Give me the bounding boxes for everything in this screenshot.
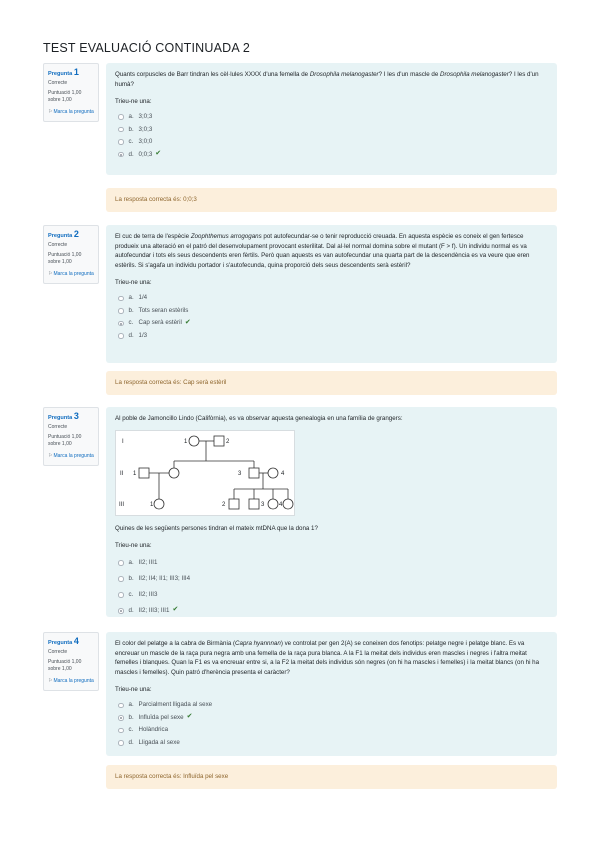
radio-icon[interactable] [118, 139, 124, 145]
question-grade: Puntuació 1,00 sobre 1,00 [48, 434, 82, 448]
male-symbol [229, 499, 239, 509]
male-symbol [214, 436, 224, 446]
question-text: El color del pelatge a la cabra de Birmània (Capra hyannnan) ve controlat per gen 2(A) se coneixen dos fenotips: pelatge negre i pelatge blanc. Es va encreuar un mascle de la raça pura negra amb una femella de la raça pura blanca. A la F1 la meitat dels individus eren mascles i negres i l'altra meitat femelles i blanques. Quan la F1 es va encreuar entre si, a la F2 la meitat dels individus són negres (on hi ha mascles i femelles) i la meitat blancs (on hi ha mascles i femelles). Quin patró d'herència presenta el caràcter? [115, 640, 540, 676]
question-info [43, 225, 99, 284]
male-symbol [139, 468, 149, 478]
question-text: Quants corpuscles de Barr tindran les cèl·lules XXXX d'una femella de Drosophila melanogaster? I les d'un mascle de Drosophila melanogaster? I les d'un humà? [115, 71, 539, 88]
generation-label: I [122, 438, 124, 445]
individual-label: 3 [261, 501, 265, 508]
radio-icon[interactable] [118, 321, 124, 327]
question-number: Pregunta 4 [48, 636, 79, 646]
radio-icon[interactable] [118, 703, 124, 709]
question-text-after: Quines de les següents persones tindran el mateix mtDNA que la dona 1? [115, 524, 318, 532]
radio-icon[interactable] [118, 576, 124, 582]
answer-option-b[interactable]: b. II2; II4; II1; III3; III4 [115, 571, 548, 587]
radio-icon[interactable] [118, 127, 124, 133]
question-content [106, 225, 557, 363]
answer-option-c[interactable]: c. Cap serà estèril ✔ [115, 317, 548, 330]
male-symbol [249, 468, 259, 478]
female-symbol [154, 499, 164, 509]
question-content [106, 407, 557, 617]
question-number: Pregunta 2 [48, 229, 79, 239]
flag-icon: ⚐ [48, 452, 53, 459]
answer-option-d[interactable]: d. 0;0;3 ✔ [115, 148, 548, 161]
question-text: Al poble de Jamoncillo Lindo (Califòrnia), es va observar aquesta genealogia en una família de grangers: [115, 415, 403, 422]
flag-icon: ⚐ [48, 270, 53, 277]
question-number: Pregunta 3 [48, 411, 79, 421]
check-icon: ✔ [186, 713, 193, 721]
question-info [43, 63, 99, 122]
correct-answer-feedback: La resposta correcta és: Cap serà estèril [106, 371, 557, 395]
radio-icon[interactable] [118, 740, 124, 746]
question-info [43, 632, 99, 691]
answer-prompt: Trieu-ne una: [115, 542, 152, 550]
individual-label: 4 [281, 470, 285, 477]
answer-list [115, 555, 548, 619]
radio-icon[interactable] [118, 728, 124, 734]
radio-icon[interactable] [118, 333, 124, 339]
answer-prompt: Trieu-ne una: [115, 279, 152, 287]
answer-prompt: Trieu-ne una: [115, 98, 152, 106]
flag-icon: ⚐ [48, 677, 53, 684]
female-symbol [268, 468, 278, 478]
question-text: El cuc de terra de l'espècie Zoophthemus arrogogans pot autofecundar-se o tenir reproducció creuada. En aquesta espècie es coneix el gen fertesce produeix una alteració en el patró del desenvolupament provocant esterilitat. Dal al·lel normal domina sobre el mutant (F > f). Un individu normal es va autofecundar i tots els seus descendents eren fèrtils. Però quan aquests es van autofecundar una quarta part de la descendència es va veure que eren estèrils. Si s'agafa un individu portador i s'autofecunda, quina proporció dels seus descendents serà estèril? [115, 233, 530, 269]
answer-option-d[interactable]: d. 1/3 [115, 330, 548, 343]
correct-answer-feedback: La resposta correcta és: Influïda pel sexe [106, 765, 557, 789]
question-number: Pregunta 1 [48, 67, 79, 77]
correct-answer-feedback: La resposta correcta és: 0;0;3 [106, 188, 557, 212]
answer-prompt: Trieu-ne una: [115, 686, 152, 694]
generation-label: III [119, 501, 125, 508]
individual-label: 1 [184, 438, 188, 445]
flag-icon: ⚐ [48, 108, 53, 115]
male-symbol [249, 499, 259, 509]
answer-option-a[interactable]: a. 1/4 [115, 292, 548, 305]
answer-option-a[interactable]: a. 3;0;3 [115, 111, 548, 124]
question-content [106, 632, 557, 756]
female-symbol [169, 468, 179, 478]
individual-label: 1 [150, 501, 154, 508]
check-icon: ✔ [184, 318, 191, 326]
radio-icon[interactable] [118, 152, 124, 158]
pedigree-diagram [115, 430, 295, 516]
flag-question-link[interactable]: ⚐Marca la pregunta [48, 677, 94, 684]
check-icon: ✔ [172, 606, 179, 614]
individual-label: 1 [133, 470, 137, 477]
radio-icon[interactable] [118, 296, 124, 302]
flag-question-link[interactable]: ⚐Marca la pregunta [48, 452, 94, 459]
radio-icon[interactable] [118, 592, 124, 598]
question-content [106, 63, 557, 175]
answer-option-b[interactable]: b. Influïda pel sexe ✔ [115, 712, 548, 725]
question-grade: Puntuació 1,00 sobre 1,00 [48, 252, 82, 266]
question-state: Correcte [48, 242, 68, 248]
answer-list [115, 699, 548, 749]
answer-option-a[interactable]: a. Parcialment lligada al sexe [115, 699, 548, 712]
radio-icon[interactable] [118, 560, 124, 566]
answer-option-d[interactable]: d. II2; III3; III1 ✔ [115, 603, 548, 619]
answer-option-d[interactable]: d. Lligada al sexe [115, 737, 548, 750]
question-state: Correcte [48, 649, 68, 655]
female-symbol [189, 436, 199, 446]
radio-icon[interactable] [118, 608, 124, 614]
question-info [43, 407, 99, 466]
individual-label: 2 [226, 438, 230, 445]
answer-option-b[interactable]: b. 3;0;3 [115, 123, 548, 136]
female-symbol [268, 499, 278, 509]
generation-label: II [120, 470, 124, 477]
answer-option-c[interactable]: c. 3;0;0 [115, 136, 548, 149]
answer-option-b[interactable]: b. Tots seran estèrils [115, 305, 548, 318]
radio-icon[interactable] [118, 308, 124, 314]
flag-question-link[interactable]: ⚐Marca la pregunta [48, 108, 94, 115]
question-state: Correcte [48, 424, 68, 430]
individual-label: 2 [222, 501, 226, 508]
answer-option-c[interactable]: c. Holàndrica [115, 724, 548, 737]
answer-option-c[interactable]: c. II2; III3 [115, 587, 548, 603]
check-icon: ✔ [155, 150, 162, 158]
individual-label: 4 [279, 501, 283, 508]
answer-option-a[interactable]: a. II2; III1 [115, 555, 548, 571]
answer-list [115, 292, 548, 342]
radio-icon[interactable] [118, 114, 124, 120]
question-grade: Puntuació 1,00 sobre 1,00 [48, 90, 82, 104]
answer-list [115, 111, 548, 161]
radio-icon[interactable] [118, 715, 124, 721]
female-symbol [283, 499, 293, 509]
page-title: TEST EVALUACIÓ CONTINUADA 2 [43, 41, 251, 55]
flag-question-link[interactable]: ⚐Marca la pregunta [48, 270, 94, 277]
individual-label: 3 [238, 470, 242, 477]
question-grade: Puntuació 1,00 sobre 1,00 [48, 659, 82, 673]
question-state: Correcte [48, 80, 68, 86]
pedigree-svg [116, 431, 296, 517]
